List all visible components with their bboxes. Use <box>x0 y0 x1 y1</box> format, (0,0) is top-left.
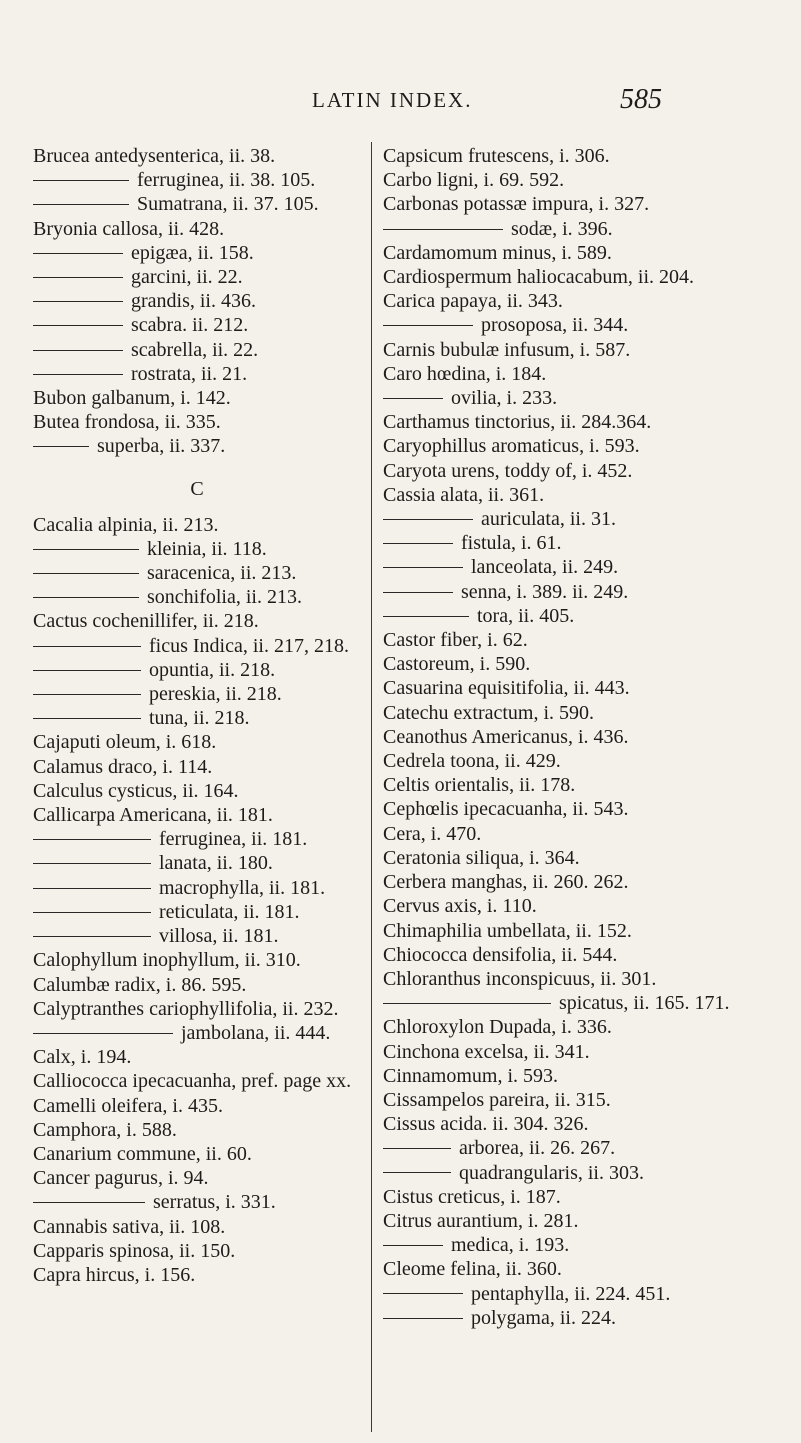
page-number: 585 <box>620 84 662 115</box>
entry-text: sonchifolia, ii. 213. <box>147 586 302 609</box>
entry-text: Cistus creticus, i. 187. <box>383 1185 561 1208</box>
ditto-dash <box>33 204 129 205</box>
ditto-dash <box>383 543 453 544</box>
page-header <box>0 84 801 124</box>
entry-text: Capsicum frutescens, i. 306. <box>383 145 610 167</box>
index-subentry <box>33 434 361 458</box>
index-entry <box>33 730 361 754</box>
ditto-dash <box>383 325 473 326</box>
entry-text: reticulata, ii. 181. <box>159 900 300 923</box>
index-entry <box>33 386 361 410</box>
index-subentry <box>33 900 361 924</box>
entry-text: Citrus aurantium, i. 281. <box>383 1209 579 1232</box>
entry-text: Ceratonia siliqua, i. 364. <box>383 846 580 869</box>
entry-text: Cinnamomum, i. 593. <box>383 1064 558 1087</box>
entry-text: lanata, ii. 180. <box>159 852 273 875</box>
index-entry <box>33 779 361 803</box>
index-subentry <box>383 555 783 579</box>
index-entry <box>33 1239 361 1263</box>
entry-text: Cassia alata, ii. 361. <box>383 483 545 506</box>
ditto-dash <box>33 888 151 889</box>
index-entry <box>383 1040 783 1064</box>
entry-text: Sumatrana, ii. 37. 105. <box>137 193 319 216</box>
index-subentry <box>33 876 361 900</box>
entry-text: Butea frondosa, ii. 335. <box>33 411 221 434</box>
ditto-dash <box>383 1293 463 1294</box>
entry-text: Cactus cochenillifer, ii. 218. <box>33 610 259 633</box>
ditto-dash <box>33 325 123 326</box>
index-subentry <box>33 682 361 706</box>
entry-text: Carica papaya, ii. 343. <box>383 290 563 313</box>
index-entry <box>383 1209 783 1233</box>
entry-text: Catechu extractum, i. 590. <box>383 701 595 724</box>
index-entry <box>383 1112 783 1136</box>
entry-text: Camelli oleifera, i. 435. <box>33 1094 223 1117</box>
index-entry <box>383 1064 783 1088</box>
entry-text: ficus Indica, ii. 217, 218. <box>149 634 349 657</box>
entry-text: Capparis spinosa, ii. 150. <box>33 1239 236 1262</box>
entry-text: pereskia, ii. 218. <box>149 683 282 706</box>
entry-text: Calliococca ipecacuanha, pref. page xx. <box>33 1070 352 1093</box>
entry-text: prosoposa, ii. 344. <box>481 314 629 337</box>
entry-text: Cannabis sativa, ii. 108. <box>33 1215 226 1238</box>
index-entry <box>383 773 783 797</box>
index-subentry <box>383 531 783 555</box>
index-subentry <box>33 241 361 265</box>
index-entry <box>383 676 783 700</box>
ditto-dash <box>33 912 151 913</box>
ditto-dash <box>383 229 503 230</box>
entry-text: Cancer pagurus, i. 94. <box>33 1167 209 1190</box>
entry-text: fistula, i. 61. <box>461 532 562 555</box>
index-entry <box>33 948 361 972</box>
index-subentry <box>383 580 783 604</box>
entry-text: quadrangularis, ii. 303. <box>459 1161 644 1184</box>
ditto-dash <box>33 446 89 447</box>
entry-text: Cardiospermum haliocacabum, ii. 204. <box>383 266 695 289</box>
entry-text: Carnis bubulæ infusum, i. 587. <box>383 338 631 361</box>
entry-text: kleinia, ii. 118. <box>147 537 267 560</box>
entry-text: ferruginea, ii. 181. <box>159 828 308 851</box>
ditto-dash <box>33 718 141 719</box>
index-entry <box>383 1257 783 1281</box>
entry-text: Cedrela toona, ii. 429. <box>383 750 561 773</box>
entry-text: arborea, ii. 26. 267. <box>459 1137 616 1160</box>
index-entry <box>383 846 783 870</box>
entry-text: Cervus axis, i. 110. <box>383 895 537 918</box>
index-entry <box>33 410 361 434</box>
entry-text: Calamus draco, i. 114. <box>33 755 213 778</box>
entry-text: scabra. ii. 212. <box>131 314 249 337</box>
index-entry <box>383 483 783 507</box>
entry-text: Carbo ligni, i. 69. 592. <box>383 169 565 192</box>
index-entry <box>383 967 783 991</box>
ditto-dash <box>383 616 469 617</box>
ditto-dash <box>33 863 151 864</box>
ditto-dash <box>33 253 123 254</box>
ditto-dash <box>33 1033 173 1034</box>
index-subentry <box>33 585 361 609</box>
index-subentry <box>33 338 361 362</box>
index-subentry <box>33 924 361 948</box>
entry-text: pentaphylla, ii. 224. 451. <box>471 1282 671 1305</box>
index-entry <box>383 749 783 773</box>
index-entry <box>383 362 783 386</box>
ditto-dash <box>33 350 123 351</box>
index-column-right <box>383 144 783 1330</box>
index-entry <box>33 217 361 241</box>
index-entry <box>383 822 783 846</box>
entry-text: ovilia, i. 233. <box>451 387 558 410</box>
index-entry <box>383 434 783 458</box>
entry-text: Cinchona excelsa, ii. 341. <box>383 1040 590 1063</box>
index-subentry <box>33 192 361 216</box>
ditto-dash <box>383 1318 463 1319</box>
index-entry <box>383 1015 783 1039</box>
index-entry <box>33 803 361 827</box>
index-entry <box>33 1118 361 1142</box>
entry-text: Cardamomum minus, i. 589. <box>383 241 612 264</box>
entry-text: scabrella, ii. 22. <box>131 338 259 361</box>
index-entry <box>33 1166 361 1190</box>
index-entry <box>383 338 783 362</box>
column-divider <box>371 142 372 1432</box>
ditto-dash <box>33 301 123 302</box>
index-subentry <box>33 1021 361 1045</box>
entry-text: Carthamus tinctorius, ii. 284.364. <box>383 411 652 434</box>
index-subentry <box>383 1136 783 1160</box>
entry-text: Calumbæ radix, i. 86. 595. <box>33 973 247 996</box>
ditto-dash <box>33 646 141 647</box>
index-entry <box>33 1094 361 1118</box>
index-subentry <box>383 1282 783 1306</box>
entry-text: Bubon galbanum, i. 142. <box>33 387 231 410</box>
index-subentry <box>33 265 361 289</box>
index-subentry <box>33 658 361 682</box>
index-entry <box>383 1088 783 1112</box>
ditto-dash <box>33 1202 145 1203</box>
index-entry <box>33 1215 361 1239</box>
index-column-left <box>33 144 361 1287</box>
index-subentry <box>33 561 361 585</box>
index-entry <box>383 652 783 676</box>
index-subentry <box>383 1233 783 1257</box>
index-entry <box>383 894 783 918</box>
entry-text: Cissampelos pareira, ii. 315. <box>383 1088 611 1111</box>
index-entry <box>33 755 361 779</box>
entry-text: senna, i. 389. ii. 249. <box>461 580 629 603</box>
ditto-dash <box>383 1148 451 1149</box>
entry-text: Calculus cysticus, ii. 164. <box>33 779 239 802</box>
index-entry <box>383 192 783 216</box>
entry-text: spicatus, ii. 165. 171. <box>559 992 730 1015</box>
index-entry <box>383 168 783 192</box>
index-entry <box>383 919 783 943</box>
index-entry <box>33 513 361 537</box>
ditto-dash <box>383 1172 451 1173</box>
index-entry <box>383 459 783 483</box>
index-subentry <box>33 313 361 337</box>
entry-text: Calyptranthes cariophyllifolia, ii. 232. <box>33 997 339 1020</box>
index-subentry <box>33 827 361 851</box>
index-entry <box>383 410 783 434</box>
index-entry <box>383 628 783 652</box>
entry-text: Cleome felina, ii. 360. <box>383 1258 562 1281</box>
entry-text: Cera, i. 470. <box>383 822 482 845</box>
entry-text: Caryophillus aromaticus, i. 593. <box>383 435 640 458</box>
entry-text: Cissus acida. ii. 304. 326. <box>383 1113 589 1136</box>
index-subentry <box>383 604 783 628</box>
entry-text: Celtis orientalis, ii. 178. <box>383 774 576 797</box>
ditto-dash <box>33 839 151 840</box>
entry-text: garcini, ii. 22. <box>131 266 243 289</box>
ditto-dash <box>33 374 123 375</box>
entry-text: lanceolata, ii. 249. <box>471 556 619 579</box>
index-entry <box>383 943 783 967</box>
index-subentry <box>383 217 783 241</box>
index-entry <box>383 289 783 313</box>
entry-text: macrophylla, ii. 181. <box>159 876 326 899</box>
entry-text: superba, ii. 337. <box>97 435 226 458</box>
entry-text: Calophyllum inophyllum, ii. 310. <box>33 949 301 972</box>
index-entry <box>383 701 783 725</box>
index-entry <box>33 144 361 168</box>
entry-text: Castor fiber, i. 62. <box>383 629 528 652</box>
index-entry <box>33 1263 361 1287</box>
ditto-dash <box>33 573 139 574</box>
index-entry <box>383 870 783 894</box>
entry-text: Brucea antedysenterica, ii. 38. <box>33 145 276 167</box>
index-entry <box>383 1185 783 1209</box>
entry-text: medica, i. 193. <box>451 1234 570 1257</box>
ditto-dash <box>383 519 473 520</box>
entry-text: Chloroxylon Dupada, i. 336. <box>383 1016 612 1039</box>
entry-text: Capra hircus, i. 156. <box>33 1263 196 1286</box>
index-entry <box>33 973 361 997</box>
entry-text: Chiococca densifolia, ii. 544. <box>383 943 618 966</box>
ditto-dash <box>383 1003 551 1004</box>
index-entry <box>33 1142 361 1166</box>
entry-text: polygama, ii. 224. <box>471 1306 616 1329</box>
entry-text: Canarium commune, ii. 60. <box>33 1142 252 1165</box>
index-subentry <box>33 851 361 875</box>
entry-text: Cacalia alpinia, ii. 213. <box>33 513 219 536</box>
index-subentry <box>33 362 361 386</box>
entry-text: saracenica, ii. 213. <box>147 562 297 585</box>
entry-text: tora, ii. 405. <box>477 604 575 627</box>
entry-text: epigæa, ii. 158. <box>131 241 254 264</box>
index-subentry <box>33 168 361 192</box>
entry-text: opuntia, ii. 218. <box>149 658 276 681</box>
index-subentry <box>383 1306 783 1330</box>
ditto-dash <box>33 670 141 671</box>
index-subentry <box>33 537 361 561</box>
index-entry <box>383 144 783 168</box>
index-entry <box>383 797 783 821</box>
entry-text: grandis, ii. 436. <box>131 290 256 313</box>
section-letter: C <box>190 477 204 500</box>
index-entry <box>383 241 783 265</box>
entry-text: Cajaputi oleum, i. 618. <box>33 731 217 754</box>
ditto-dash <box>383 592 453 593</box>
entry-text: serratus, i. 331. <box>153 1191 276 1214</box>
entry-text: tuna, ii. 218. <box>149 707 250 730</box>
ditto-dash <box>383 567 463 568</box>
entry-text: Castoreum, i. 590. <box>383 653 531 676</box>
entry-text: Caro hœdina, i. 184. <box>383 362 547 385</box>
entry-text: ferruginea, ii. 38. 105. <box>137 169 316 192</box>
ditto-dash <box>33 694 141 695</box>
entry-text: sodæ, i. 396. <box>511 217 613 240</box>
running-title: LATIN INDEX. <box>312 88 473 112</box>
entry-text: Chimaphilia umbellata, ii. 152. <box>383 919 632 942</box>
entry-text: Cephœlis ipecacuanha, ii. 543. <box>383 798 629 821</box>
entry-text: Casuarina equisitifolia, ii. 443. <box>383 677 630 700</box>
entry-text: Cerbera manghas, ii. 260. 262. <box>383 871 629 894</box>
entry-text: Calx, i. 194. <box>33 1046 132 1069</box>
entry-text: Callicarpa Americana, ii. 181. <box>33 804 273 827</box>
ditto-dash <box>33 549 139 550</box>
index-subentry <box>33 706 361 730</box>
ditto-dash <box>33 597 139 598</box>
index-subentry <box>383 1161 783 1185</box>
entry-text: rostrata, ii. 21. <box>131 362 248 385</box>
index-subentry <box>33 634 361 658</box>
index-subentry <box>33 289 361 313</box>
entry-text: Ceanothus Americanus, i. 436. <box>383 725 629 748</box>
ditto-dash <box>383 398 443 399</box>
index-entry <box>33 609 361 633</box>
entry-text: Chloranthus inconspicuus, ii. 301. <box>383 967 657 990</box>
index-subentry <box>383 991 783 1015</box>
index-entry <box>33 997 361 1021</box>
ditto-dash <box>33 936 151 937</box>
index-entry <box>33 1045 361 1069</box>
entry-text: Bryonia callosa, ii. 428. <box>33 217 225 240</box>
entry-text: villosa, ii. 181. <box>159 925 279 948</box>
entry-text: Camphora, i. 588. <box>33 1118 177 1141</box>
entry-text: jambolana, ii. 444. <box>181 1021 331 1044</box>
index-subentry <box>383 507 783 531</box>
ditto-dash <box>383 1245 443 1246</box>
index-entry <box>33 1069 361 1093</box>
ditto-dash <box>33 180 129 181</box>
index-entry <box>383 265 783 289</box>
ditto-dash <box>33 277 123 278</box>
index-entry <box>383 725 783 749</box>
entry-text: Caryota urens, toddy of, i. 452. <box>383 459 633 482</box>
index-subentry <box>33 1190 361 1214</box>
entry-text: auriculata, ii. 31. <box>481 508 616 531</box>
entry-text: Carbonas potassæ impura, i. 327. <box>383 193 650 216</box>
index-subentry <box>383 386 783 410</box>
index-subentry <box>383 313 783 337</box>
